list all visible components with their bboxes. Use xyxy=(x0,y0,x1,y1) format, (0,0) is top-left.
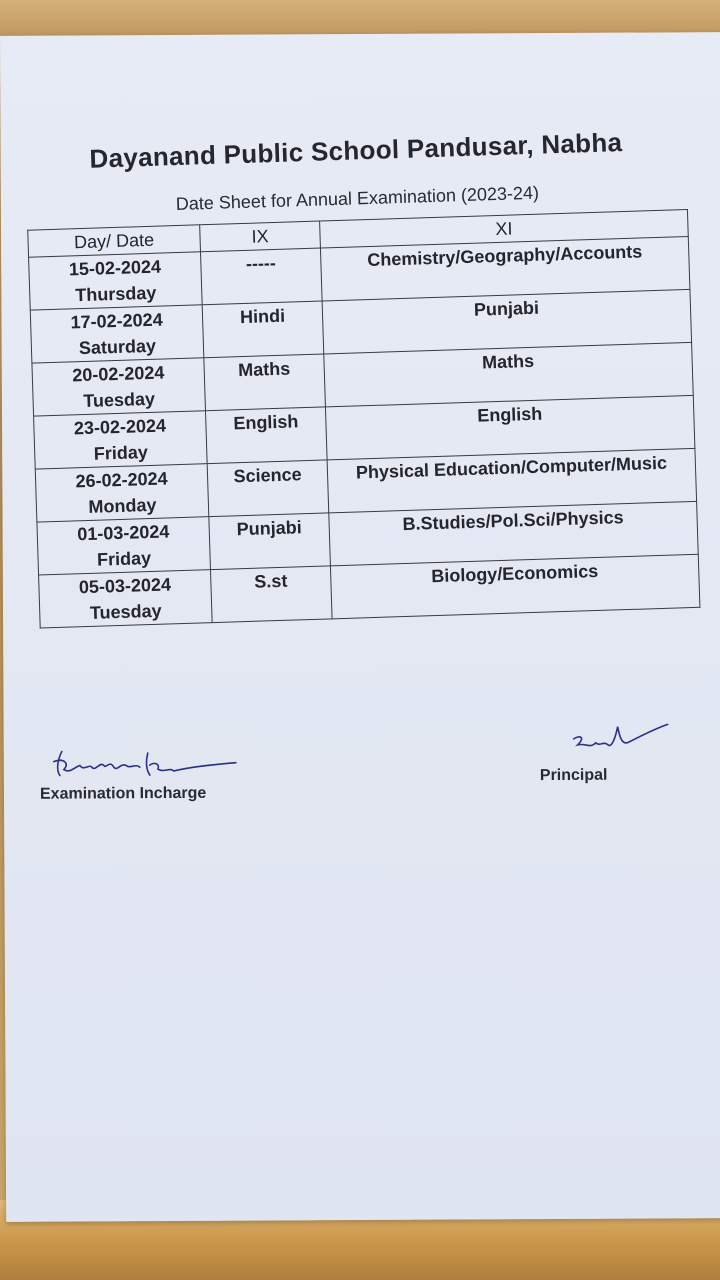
exam-day: Friday xyxy=(93,442,149,464)
class-ix-subject: S.st xyxy=(210,566,332,623)
date-cell xyxy=(29,252,203,310)
school-name: Dayanand Public School Pandusar, Nabha xyxy=(89,126,623,174)
exam-day: Monday xyxy=(88,494,157,517)
exam-date: 23-02-2024 xyxy=(73,415,167,439)
column-header-ix: IX xyxy=(200,221,321,252)
exam-date: 01-03-2024 xyxy=(76,521,170,545)
datesheet-title: Date Sheet for Annual Examination (2023-24) xyxy=(175,182,540,215)
class-xi-subject: Physical Education/Computer/Music xyxy=(327,448,696,513)
date-cell xyxy=(32,358,206,416)
class-xi-subject: Punjabi xyxy=(322,289,691,354)
exam-date: 05-03-2024 xyxy=(78,574,172,598)
exam-day: Friday xyxy=(96,547,152,570)
paper-sheet xyxy=(0,32,720,1222)
column-header-xi: XI xyxy=(320,209,689,248)
exam-date: 26-02-2024 xyxy=(75,468,168,492)
class-xi-subject: B.Studies/Pol.Sci/Physics xyxy=(329,501,698,566)
exam-date: 17-02-2024 xyxy=(70,309,163,333)
exam-day: Tuesday xyxy=(82,388,156,412)
signature-section xyxy=(40,722,681,825)
class-ix-subject: Punjabi xyxy=(209,513,331,570)
class-xi-subject: Maths xyxy=(324,342,693,407)
examination-incharge-block xyxy=(40,745,240,804)
class-xi-subject: Biology/Economics xyxy=(330,554,699,619)
date-cell xyxy=(30,305,204,363)
table-body xyxy=(29,236,700,628)
exam-day: Thursday xyxy=(74,282,157,306)
class-ix-subject: ----- xyxy=(200,248,322,305)
exam-date: 20-02-2024 xyxy=(71,362,165,386)
class-ix-subject: English xyxy=(205,407,327,464)
class-xi-subject: English xyxy=(325,395,694,460)
date-cell xyxy=(39,570,213,628)
column-header-date: Day/ Date xyxy=(28,225,201,257)
principal-block xyxy=(540,722,670,785)
date-cell xyxy=(34,411,208,469)
exam-day: Tuesday xyxy=(89,600,162,623)
examination-incharge-label: Examination Incharge xyxy=(39,784,207,803)
date-cell xyxy=(37,517,211,575)
class-xi-subject: Chemistry/Geography/Accounts xyxy=(320,236,689,301)
class-ix-subject: Science xyxy=(207,460,329,517)
exam-day: Saturday xyxy=(78,335,157,359)
principal-label: Principal xyxy=(539,766,608,785)
principal-signature-image xyxy=(540,722,670,767)
document-content xyxy=(25,125,702,629)
datesheet-table xyxy=(27,209,700,629)
class-ix-subject: Maths xyxy=(204,354,326,411)
date-cell xyxy=(35,464,209,522)
incharge-signature-image xyxy=(40,745,240,786)
class-ix-subject: Hindi xyxy=(202,301,324,358)
exam-date: 15-02-2024 xyxy=(68,256,162,280)
